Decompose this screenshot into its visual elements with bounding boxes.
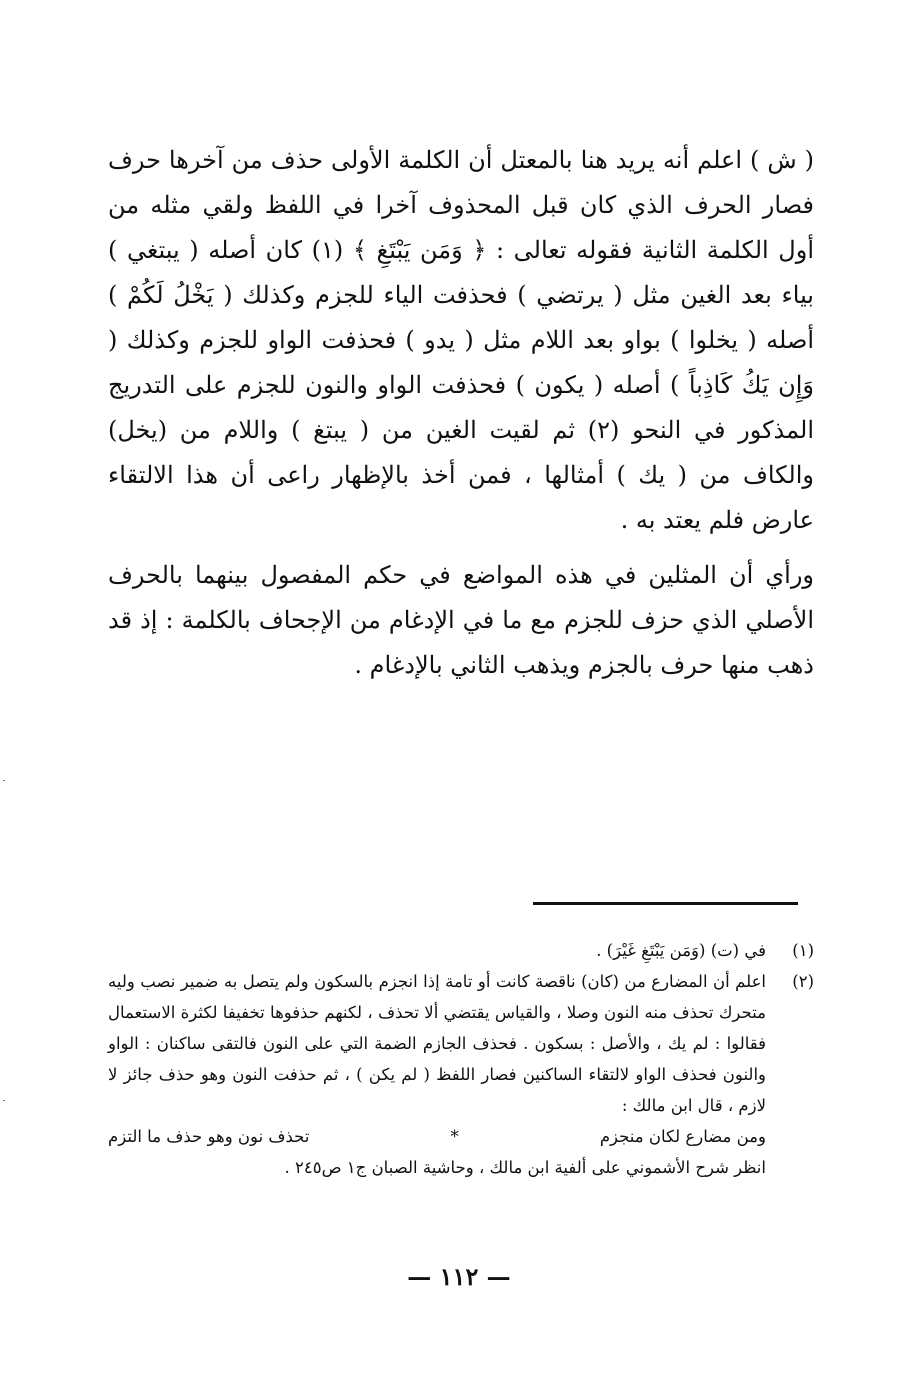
- verse-star-separator: *: [450, 1127, 459, 1146]
- main-paragraph-2: ورأي أن المثلين في هذه المواضع في حكم المفصول بينهما بالحرف الأصلي الذي حزف للجزم مع ما في الإدغام من الإجحاف بالكلمة : إذ قد ذهب منها حرف بالجزم ويذهب الثاني بالإدغام .: [108, 561, 814, 679]
- footnote-2: [108, 966, 814, 1183]
- main-text-body: [108, 138, 814, 688]
- footnotes: [108, 935, 814, 1183]
- footnote-2-reference: انظر شرح الأشموني على ألفية ابن مالك ، وحاشية الصبان ج١ ص٢٤٥ .: [284, 1158, 766, 1177]
- page-number: — ١١٢ —: [407, 1262, 511, 1291]
- footnote-1-text: في (ت) (وَمَن يَبْتَغِ غَيْرَ) .: [596, 941, 766, 960]
- footnote-2-verse: [108, 1121, 766, 1152]
- footnote-1-number: (١): [792, 941, 814, 960]
- footnote-separator-rule: [533, 902, 798, 905]
- footnote-1: [108, 935, 814, 966]
- scan-edge-mark: [3, 1100, 5, 1101]
- footnote-2-text: اعلم أن المضارع من (كان) ناقصة كانت أو تامة إذا انجزم بالسكون ولم يتصل به ضمير نصب وليه متحرك تحذف منه النون وصلا ، والقياس يقتضي ألا تحذف ، لكنهم حذفوها تخفيفا لكثرة الاستعمال فقالوا : لم يك ، والأصل : بسكون . فحذف الجازم الضمة التي على النون فالتقى ساكنان : الواو والنون فحذف الواو لالتقاء الساكنين فصار اللفظ ( لم يكن ) ، ثم حذفت النون وهو حذف جائز لا لازم ، قال ابن مالك :: [108, 972, 766, 1115]
- scan-edge-mark: [3, 780, 5, 781]
- main-paragraph-1: ( ش ) اعلم أنه يريد هنا بالمعتل أن الكلمة الأولى حذف من آخرها حرف فصار الحرف الذي كان قبل المحذوف آخرا في اللفظ ولقي مثله من أول الكلمة الثانية فقوله تعالى : ﴿ وَمَن يَبْتَغِ ﴾ (١) كان أصله ( يبتغي ) بياء بعد الغين مثل ( يرتضي ) فحذفت الياء للجزم وكذلك ( يَخْلُ لَكُمْ ) أصله ( يخلوا ) بواو بعد اللام مثل ( يدو ) فحذفت الواو للجزم وكذلك ( وَإِن يَكُ كَاذِباً ) أصله ( يكون ) فحذفت الواو والنون للجزم على التدريج المذكور في النحو (٢) ثم لقيت الغين من ( يبتغ ) واللام من (يخل) والكاف من ( يك ) أمثالها ، فمن أخذ بالإظهار راعى أن هذا الالتقاء عارض فلم يعتد به .: [108, 146, 814, 534]
- footnote-2-body: [108, 966, 766, 1183]
- verse-second-hemistich: تحذف نون وهو حذف ما التزم: [108, 1127, 310, 1146]
- verse-first-hemistich: ومن مضارع لكان منجزم: [599, 1127, 766, 1146]
- footnote-2-number: (٢): [792, 972, 814, 991]
